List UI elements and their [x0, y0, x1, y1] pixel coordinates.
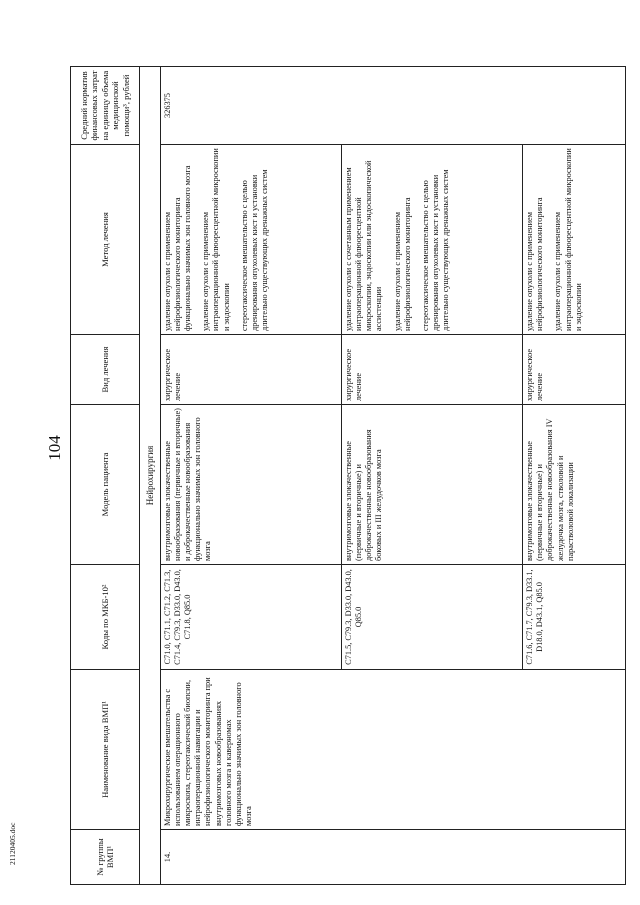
method-item: удаление опухоли с применением нейрофизиологического мониторинга функционально значимых зон головного мозга	[163, 165, 193, 331]
document-footer: 21120405.doc	[8, 822, 17, 865]
vmp-table-sheet	[70, 67, 626, 885]
vmp-name: Микрохирургические вмешательства с использованием операционного микроскопа, стереотаксической биопсии, интраоперационной навигации и нейрофизиологического мониторинга при внутримозговых новообразованиях головного мозга и каверномах функционально значимых зон головного мозга	[161, 670, 626, 830]
header-treatment-type: Вид лечения	[71, 335, 140, 405]
section-row	[140, 67, 161, 885]
header-group: № группы ВМП¹	[71, 830, 140, 885]
method-item: удаление опухоли с применением интраоперационной флюоресцентной микроскопии и эндоскопии	[201, 148, 231, 331]
icd-codes: C71.5, C79.3, D33.0, D43.0, Q85.0	[342, 565, 523, 670]
header-name: Наименование вида ВМП¹	[71, 670, 140, 830]
group-number: 14.	[161, 830, 626, 885]
icd-codes: C71.0, C71.1, C71.2, C71.3, C71.4, C79.3, D33.0, D43.0, C71.8, Q85.0	[161, 565, 342, 670]
header-model: Модель пациента	[71, 405, 140, 565]
treatment-type: хирургическое лечение	[523, 335, 626, 405]
section-title: Нейрохирургия	[140, 67, 161, 885]
patient-model: внутримозговые злокачественные новообразования (первичные и вторичные) и доброкачественные новообразования функционально значимых зон головного мозга	[161, 405, 342, 565]
method-item: стереотаксическое вмешательство с целью дренирования опухолевых кист и установки длительно существующих дренажных систем	[239, 169, 269, 331]
patient-model: внутримозговые злокачественные (первичные и вторичные) и доброкачественные новообразования IV желудочка мозга, стволовой и парастволовой локализации	[523, 405, 626, 565]
method-item: удаление опухоли с применением нейрофизиологического мониторинга	[392, 197, 412, 331]
table-row	[161, 67, 342, 885]
treatment-methods	[523, 145, 626, 335]
header-codes: Коды по МКБ-10²	[71, 565, 140, 670]
method-item: удаление опухоли с применением интраоперационной флюоресцентной микроскопии и эндоскопии	[553, 148, 583, 331]
header-method: Метод лечения	[71, 145, 140, 335]
table-header-row	[71, 67, 140, 885]
method-item: удаление опухоли с сочетанным применением интраоперационной флюоресцентной микроскопии, эндоскопии или эндоскопической ассистенции	[344, 160, 384, 331]
treatment-type: хирургическое лечение	[161, 335, 342, 405]
treatment-methods	[342, 145, 523, 335]
icd-codes: C71.6, C71.7, C79.3, D33.1, D18.0, D43.1, Q85.0	[523, 565, 626, 670]
vmp-table	[70, 66, 626, 885]
treatment-type: хирургическое лечение	[342, 335, 523, 405]
cost-value: 326375	[161, 67, 626, 145]
page-number: 104	[45, 435, 64, 461]
header-cost: Средний норматив финансовых затрат на единицу объема медицинской помощи³, рублей	[71, 67, 140, 145]
patient-model: внутримозговые злокачественные (первичные и вторичные) и доброкачественные новообразования боковых и III желудочков мозга	[342, 405, 523, 565]
treatment-methods	[161, 145, 342, 335]
method-item: стереотаксическое вмешательство с целью дренирования опухолевых кист и установки длительно существующих дренажных систем	[420, 169, 450, 331]
method-item: удаление опухоли с применением нейрофизиологического мониторинга	[525, 197, 545, 331]
